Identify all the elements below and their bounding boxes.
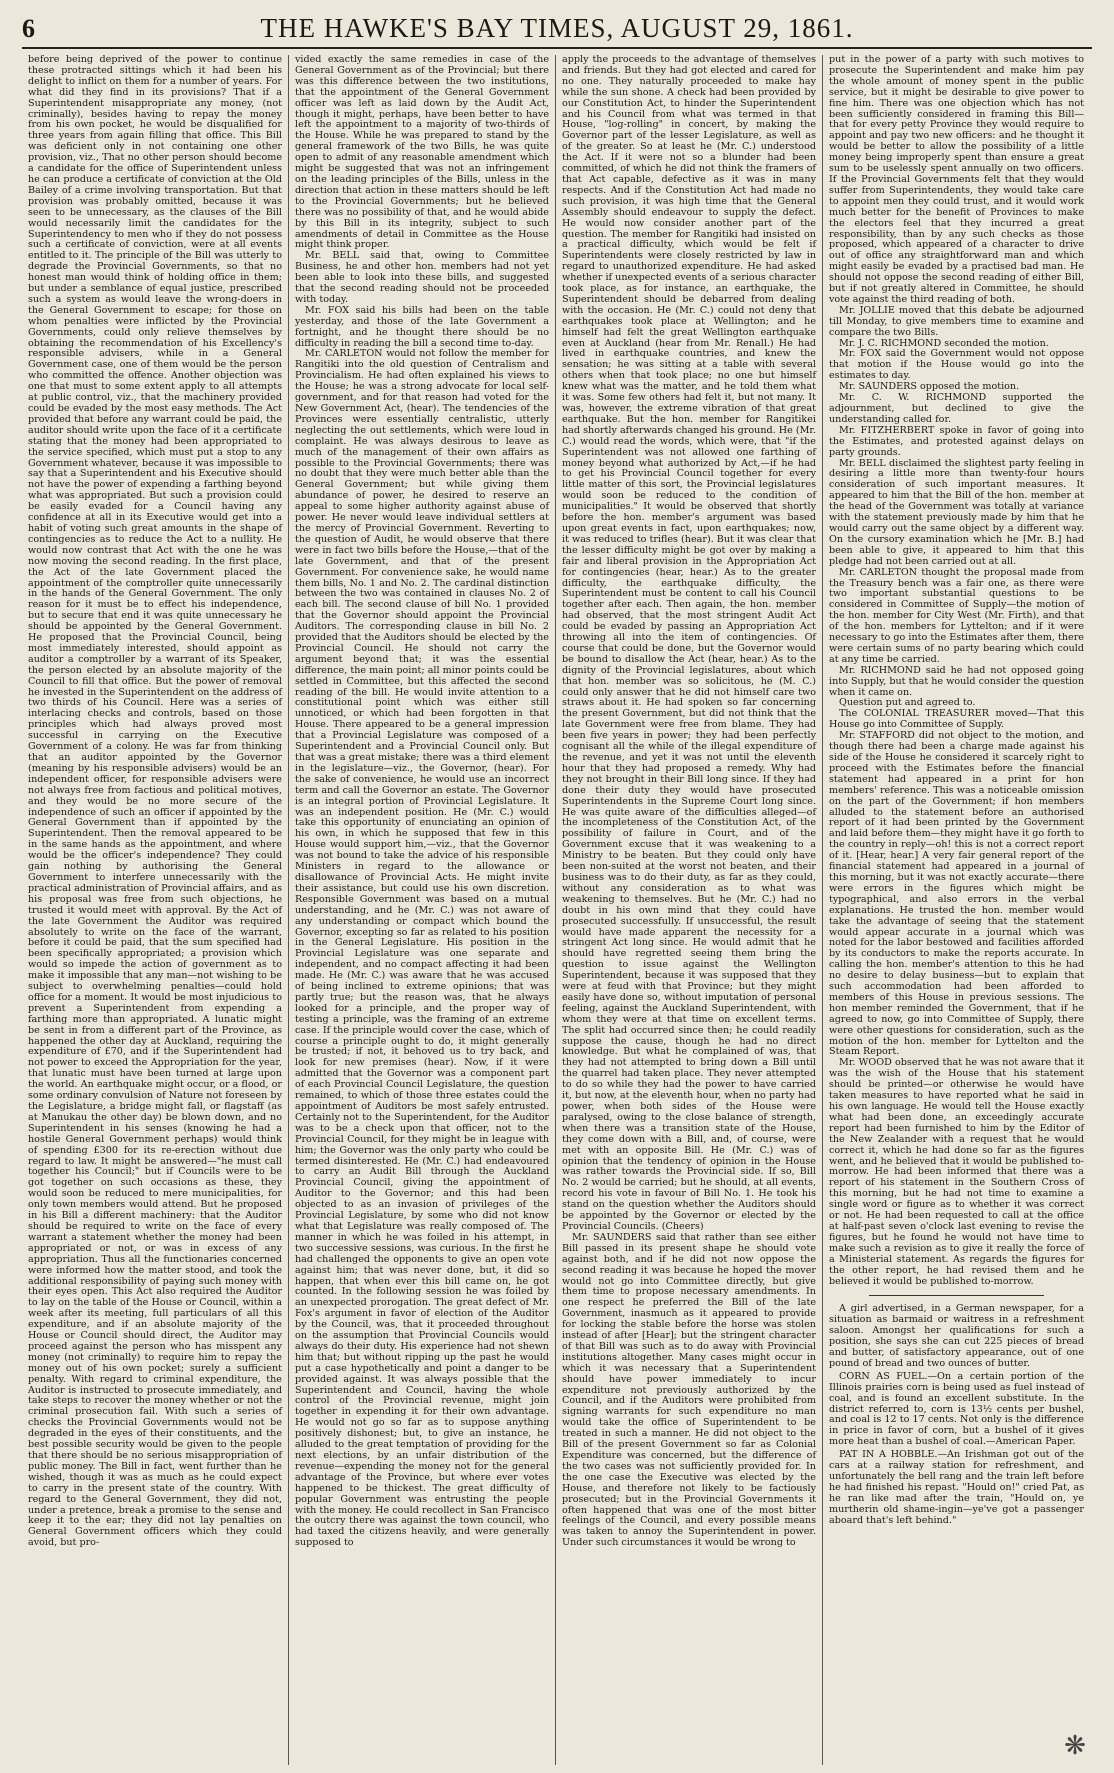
page-number: 6 [22, 14, 35, 43]
paragraph: Mr. JOLLIE moved that this debate be adjourned till Monday, to give members time to examine and compare the two Bills. [829, 304, 1084, 338]
column-4 [823, 55, 1090, 1765]
paragraph: Mr. SAUNDERS said that rather than see either Bill passed in its present shape he should vote against both, and if he did not now oppose the second reading it was because he hoped the mover would not go into Committee directly, but give them time to propose necessary amendments. In one respect he preferred the Bill of the late Government, inasmuch as it appeared to provide for locking the stable before the horse was stolen instead of after [Hear]; but the stringent character of that Bill was such as to do away with Provincial institutions altogether. Many cases might occur in which it was necessary that a Superintendent should have power immediately to incur expenditure not previously authorized by the Council, and if the Auditors were prohibited from signing warrants for such expenditure no man would take the office of Superintendent to be treated in such a manner. He did not object to the Bill of the present Government so far as Colonial Expenditure was concerned, but the difference of the two cases was not sufficiently provided for. In the one case the Executive was elected by the House, and therefore not likely to be factiously prosecuted; but in the Provincial Governments it often happened that was one of the most bitter feelings of the Council, and every possible means was taken to annoy the Superintendent in power. Under such circumstances it would be wrong to [562, 1231, 816, 1549]
note-paragraph: CORN AS FUEL.—On a certain portion of the Illinois prairies corn is being used as fuel instead of coal, and is found an excellent substitute. In the district referred to, corn is 13½ cents per bushel, and coal is 12 to 17 cents. Not only is the difference in price in favor of corn, but a bushel of it gives more heat than a bushel of coal.—American Paper. [829, 1370, 1084, 1448]
paragraph: Mr. FOX said the Government would not oppose that motion if the House would go into the estimates to day. [829, 348, 1084, 382]
column-divider-rule [869, 1295, 1044, 1296]
paragraph: Mr. BELL disclaimed the slightest party feeling in desiring a little more than twenty-four hours consideration of such important measures. It appeared to him that the Bill of the hon. member at the head of the Government was totally at variance with the statement previously made by him that he would carry out the same object by a different way. On the cursory examination which he [Mr. B.] had been able to give, it appeared to him that this pledge had not been carried out at all. [829, 457, 1084, 567]
paragraph: Mr. RICHMOND said he had not opposed going into Supply, but that he would consider the question when it came on. [829, 664, 1084, 698]
paragraph: Question put and agreed to. [839, 697, 976, 709]
column-1 [22, 55, 289, 1765]
paragraph: Mr. C. W. RICHMOND supported the adjournment, but declined to give the understanding called for. [829, 392, 1084, 425]
paragraph: Mr. FOX said his bills had been on the table yesterday, and those of the late Government a fortnight, and he thought there should be no difficulty in reading the bill a second time to-day. [295, 304, 549, 349]
paragraph: Mr. BELL said that, owing to Committee Business, he and other hon. members had not yet been able to look into these bills, and suggested that the second reading should not be proceeded with today. [295, 250, 549, 305]
paragraph: Mr. STAFFORD did not object to the motion, and though there had been a charge made against his side of the House he considered it scarcely right to proceed with the Estimates before the financial statement had appeared in a print for hon members' reference. This was a noticeable omission on the part of the Government; if hon members alluded to the statement before an authorised report of it had been printed by the Government and laid before them—they might have it go forth to the country in reply—oh! this is not a correct report of it. [Hear, hear.] A very fair general report of the financial statement had appeared in a journal of this morning, but it was not exactly accurate—there were errors in the figures which might be typographical, and also errors in the verbal explanations. He trusted the hon. member would take the advantage of seeing that the statement would appear accurate in a journal which was noted for the labor bestowed and facilities afforded by its conductors to make the reports accurate. In calling the hon. member's attention to this he had no desire to delay business—but to explain that such accommodation had been afforded to members of this House in previous sessions. The hon member reminded the Government, that if he agreed to now, go into Committee of Supply, there were other questions for consideration, such as the motion of the hon. member for Lyttelton and the Steam Report. [829, 730, 1084, 1058]
paragraph: vided exactly the same remedies in case of the General Government as of the Provincial; but there was this difference between the two institutions, that the appointment of the General Government officer was left as laid down by the Audit Act, though it might, perhaps, have been better to have left the appointment to a majority of two-thirds of the House. While he was prepared to stand by the general framework of the two Bills, he was quite open to admit of any reasonable amendment which might be suggested that was not an infringement on the leading principles of the Bills, unless in the direction that action in these matters should be left to the Provincial Governments; but he believed there was no possibility of that, and he would abide by this Bill in its integrity, subject to such amendments of detail in Committee as the House might think proper. [295, 55, 549, 251]
paragraph: Mr. CARLETON thought the proposal made from the Treasury bench was a fair one, as there were two important substantial questions to be considered in Committee of Supply—the motion of the hon. member for City West (Mr. Firth), and that of the hon. members for Lyttelton; and if it were necessary to go into the Estimates after them, there were certain sums of no party bearing which could at any time be carried. [829, 566, 1084, 665]
paragraph: Mr. CARLETON would not follow the member for Rangitiki into the old question of Centralism and Provincialism. He had often explained his views to the House; he was a strong advocate for local self-government, and for that reason had voted for the New Government Act, (hear). The tendencies of the Provinces were essentially centralistic, utterly neglecting the out settlements, which were loud in complaint. He was always desirous to leave as much of the management of their own affairs as possible to the Provincial Governments; there was no doubt that they were much better able than the General Government; but while giving them abundance of power, he desired to reserve an appeal to some higher authority against abuse of power. He never would leave individual settlers at the mercy of Provincial Government. Reverting to the question of Audit, he would observe that there were in fact two bills before the House,—that of the late Government, and that of the present Government. For convenience sake, he would name them bills, No. 1 and No. 2. The cardinal distinction between the two was contained in clauses No. 2 of each bill. The second clause of bill No. 1 provided that the Governor should appoint the Provincial Auditors. The corresponding clause in bill No. 2 provided that the Auditors should be elected by the Provincial Council. He should not carry the argument beyond that; it was the essential difference, the main point; all minor points could be settled in Committee, but this affected the second reading of the bill. He would invite attention to a constitutional point which was either still unnoticed, or which had been forgotten in that House. There appeared to be a general impression that a Provincial Legislature was composed of a Superintendent and a Provincial Council only. But that was a great mistake; there was a third element in the legislature—viz., the Governor, (hear). For the sake of convenience, he would use an incorrect term and call the Governor an estate. The Governor is an integral portion of Provincial Legislature. It was an independent position. He (Mr. C.) would take this opportunity of enunciating an opinion of his own, in which he supposed that few in this House would support him,—viz., that the Governor was not bound to take the advice of his responsible Ministers in regard to the allowance or disallowance of Provincial Acts. He might invite their assistance, but could use his own discretion. Responsible Government was based on a mutual understanding, and he (Mr. C.) was not aware of any understanding or compact which bound the Governor, excepting so far as related to his position in the General Legislature. His position in the Provincial Legislature was one separate and independent, and no compact affecting it had been made. He (Mr. C.) was aware that he was accused of being inclined to extreme opinions; that was partly true; but the reason was, that he always looked for a principle, and the proper way of testing a principle, was the framing of an extreme case. If the principle would cover the case, which of course a principle ought to do, it might generally be trusted; if not, it behoved us to try back, and look for new premises (hear). Now, if it were admitted that the Governor was a component part of each Provincial Council Legislature, the question remained, to which of those three estates could the appointment of Auditors be most safely entrusted. Certainly not to the Superintendent, for the Auditor was to be a check upon that officer, not to the Provincial Council, for they might be in league with him; the Governor was the only party who could be termed disinterested. He (Mr. C.) had endeavoured to carry an Audit Bill through the Auckland Provincial Council, giving the appointment of Auditor to the Governor; and this had been objected to as an invasion of privileges of the Provincial Legislature, by some who did not know what that Legislature was really composed of. The manner in which he was foiled in his attempt, in two successive sessions, was curious. In the first he had challenged the opponents to give an open vote against him; that was never done, but, it did so happen, that when ever this bill came on, he got counted. In the following session he was foiled by an unexpected prorogation. The great defect of Mr. Fox's argument in favor of election of the Auditor by the Council, was, that it proceeded throughout on the assumption that Provincial Councils would always do their duty. His experience had not shewn him that; but without ripping up the past he would put a case hypothetically and point a danger to be provided against. It was always possible that the Superintendent and Council, having the whole control of the Provincial revenue, might join together in expending it for their own advantage. He would not go so far as to suppose anything positively dishonest; but, to give an instance, he alluded to the great temptation of providing for the next elections, by an unfair distribution of the revenue—expending the money not for the general advantage of the Province, but where ever votes happened to be thickest. The great difficulty of popular Government was entrusting the people with the money. He could recollect in San Francisco the outcry there was against the town council, who had taxed the citizens heavily, and were generally supposed to [295, 348, 549, 1549]
short-notes [829, 1304, 1084, 1526]
paragraph: Mr. J. C. RICHMOND seconded the motion. [839, 337, 1049, 349]
paragraph: put in the power of a party with such motives to prosecute the Superintendent and make him pay the whole amount of money spent in the public service, but it might be desirable to give power to fine him. There was one objection which has not been sufficiently considered in framing this Bill—that for every petty Province they would require to appoint and pay two new officers: and he thought it would be better to allow the possibility of a little money being improperly spent than ensure a great sum to be uselessly spent annually on two officers. If the Provincial Governments felt that they would suffer from Superintendents, they would take care to appoint men they could trust, and it would work much better for the benefit of Provinces to make the electors feel that they incurred a great responsibility, than by any such checks as those proposed, which appeared of a character to drive out of office any straightforward man and which might easily be evaded by a practised bad man. He should not oppose the second reading of either Bill, but if not greatly altered in Committee, he should vote against the third reading of both. [829, 55, 1084, 305]
paragraph: Mr. WOOD observed that he was not aware that it was the wish of the House that his statement should be printed—or otherwise he would have taken measures to have reported what he said in his own language. He would tell the House exactly what had been done, an exceedingly accurate report had been furnished to him by the Editor of the New Zealander with a request that he would correct it, which he had done so far as the figures went, and he believed that it would be published to-morrow. He had been informed that there was a report of his statement in the Southern Cross of this morning, but he had not time to examine a single word or figure as to whether it was correct or not. He had been requested to call at the office at half-past seven o'clock last evening to revise the figures, but he found he would not have time to make such a revision as to give it really the force of a Ministerial statement. As regards the figures for the other report, he had revised them and he believed it would be published to-morrow. [829, 1057, 1084, 1287]
paragraph: The COLONIAL TREASURER moved—That this House go into Committee of Supply. [829, 708, 1084, 731]
note-paragraph: A girl advertised, in a German newspaper, for a situation as barmaid or waitress in a refreshment saloon. Amongst her qualifications for such a position, she says she can cut 225 pieces of bread and butter, of satisfactory appearance, out of one pound of bread and two ounces of butter. [829, 1303, 1084, 1369]
library-stamp-icon: ❋ [1064, 1731, 1086, 1761]
masthead [22, 8, 1092, 49]
paragraph: apply the proceeds to the advantage of themselves and friends. But they had got elected and cared for no one. They naturally proceeded to make hay while the sun shone. A check had been provided by our Constitution Act, to hinder the Superintendent and his Council from what was termed in that House, "log-rolling" in concert, by making the Governor part of the lesser Legislature, as well as of the greater. So at least he (Mr. C.) understood the Act. If it were not so a blunder had been committed, of which he did not think the framers of that Act capable, defective as it was in many respects. And if the Constitution Act had made no such provision, it was high time that the General Assembly should endeavour to supply the defect. He would now consider another part of the question. The member for Rangitiki had insisted on a practical difficulty, which would be felt if Superintendents were closely restricted by law in regard to unauthorized expenditure. He had asked whether if unexpected events of a serious character took place, as for instance, an earthquake, the Superintendent should be debarred from dealing with the occasion. He (Mr. C.) could not deny that earthquakes took place at Wellington; and he himself had felt the great Wellington earthquake even at Auckland (hear from Mr. Renall.) He had lived in earthquake countries, and knew the sensation; he was sitting at a table with several others when that took place; no one but himself knew what was the matter, and he told them what it was. Some few others had felt it, but not many. It was, however, the extreme vibration of that great earthquake. But the hon. member for Rangitikei had shortly afterwards changed his ground. He (Mr. C.) would read the words, which were, that "if the Superintendent was not allowed one farthing of money beyond what authorized by Act,—if he had to get his Provincial Council together for every little matter of this sort, the Provincial legislatures would soon be reduced to the condition of municipalities." It would be observed that shortly before the hon. member's argument was based upon great events in fact, upon earthquakes; now, it was reduced to trifles (hear). But it was clear that the lesser difficulty might be got over by making a fair and liberal provision in the Appropriation Act for contingencies (hear, hear.) As to the greater difficulty, the earthquake difficulty, the Superintendent must be content to call his Council together after each. Then again, the hon. member had observed, that the most stringent Audit Act could be evaded by passing an Appropriation Act throwing all into the item of contingencies. Of course that could be done, but the Governor would be bound to disallow the Act (hear, hear.) As to the dignity of the Provincial legislatures, about which that hon. member was so solicitous, he (M. C.) could only answer that he did not himself care two straws about it. He had spoken so far concerning the present Government, but did not think that the late Government were free from blame. They had been five years in power; they had been perfectly cognisant all the while of the illegal expenditure of the revenue, and yet it was not until the eleventh hour that they had proposed a remedy. Why had they not brought in their Bill long since. If they had done their duty they would have prosecuted Superintendents in the Supreme Court long since. He was quite aware of the difficulties alleged—of the incompleteness of the Constitution Act, of the possibility of failure in Court, and of the Government excuse that it was weakening to a Ministry to be beaten. But they could only have been non-suited at the worst not beaten, and their business was to do their duty, as far as they could, without any consideration as to what was weakening to themselves. But he (Mr. C.) had no doubt in his own mind that they could have prosecuted successfully. If unsuccessful, the result would have made apparent the necessity for a stringent Act long since. He would admit that he should have regretted seeing them bring the question to issue against the Wellington Superintendent, because it was supposed that they were at feud with that Province; but they might easily have done so, without imputation of personal feeling, against the Auckland Superintendent, with whom they were at that time on excellent terms. The split had occurred since then; he could readily suppose the cause, though he had no direct knowledge. But what he complained of was, that they had not attempted to bring down a Bill until the quarrel had taken place. They never attempted to do so while they had the power to have carried it, but now, at the eleventh hour, when no party had power, when both sides of the House were paralysed, owing to the close balance of strength, when there was a transition state of the House, they come down with a Bill, and, of course, were met with an opposite Bill. He (Mr. C.) was of opinion that the tendency of opinion in the House was rather towards the Provincial side. If so, Bill No. 2 would be carried; but he should, at all events, record his vote in favour of Bill No. 1. He took his stand on the question whether the Auditors should be appointed by the Governor or elected by the Provincial Councils. (Cheers) [562, 55, 816, 1232]
paragraph: Mr. FITZHERBERT spoke in favor of going into the Estimates, and protested against delays on party grounds. [829, 424, 1084, 458]
column-3 [556, 55, 823, 1765]
note-paragraph: PAT IN A HOBBLE.—An Irishman got out of the cars at a railway station for refreshment, and unfortunately the bell rang and the train left before he had finished his repast. "Hould on!" cried Pat, as he ran like mad after the train, "Hould on, ye murtherin old shame-ingin—ye've got a passenger aboard that's left behind." [829, 1449, 1084, 1526]
paragraph: Mr. SAUNDERS opposed the motion. [839, 381, 1020, 393]
columns [22, 55, 1092, 1765]
paragraph: before being deprived of the power to continue these protracted sittings which it had been his delight to inflict on them for a number of years. For what did they find in its provisions? That if a Superintendent misappropriate any money, (not criminally), besides having to repay the money from his own pocket, he would be disqualified for three years from again filling that office. This Bill was deficient only in not containing one other provision, viz., That no other person should become a candidate for the office of Superintendent unless he can produce a certificate of conviction at the Old Bailey of a crime involving transportation. But that provision was probably omitted, because it was seen to be unnecessary, as the clauses of the Bill would necessarily limit the candidates for the Superintendency to men who if they do not possess such a certificate of conviction, were at all events entitled to it. The principle of the Bill was utterly to degrade the Provincial Governments, so that no honest man would think of holding office in them; but under a semblance of equal justice, prescribed such a system as would leave the wrong-doers in the General Government to escape; for those on whom penalties were inflicted by the Provincial Governments, could only relieve themselves by obtaining the recommendation of his Excellency's responsible advisers, while in a General Government case, one of them would be the person who committed the offence. Another objection was one that must to some extent apply to all attempts at public control, viz., that the machinery provided could be evaded by the most easy methods. The Act provided that before any warrant could be paid, the auditor should write upon the face of it a certificate stating that the money had been appropriated to the service specified, which must put a stop to any Government whatever, because it was impossible to say that a Superintendent and his Executive should not have the power of expending a farthing beyond what was appropriated. But such a provision could be easily evaded for a Council having any confidence at all in its Executive would get into a habit of voting such great amounts in the shape of contingencies as to reduce the Act to a nullity. He would now contrast that Act with the one he was now moving the second reading. In the first place, the Act of the late Government placed the appointment of the comptroller quite unnecessarily in the hands of the General Government. The only reason for it must be to effect his independence, but to secure that end it was quite unnecessary he should be appointed by the General Government. He proposed that the Provincial Council, being most immediately interested, should appoint as auditor a comptroller by a warrant of its Speaker, the person elected by an absolute majority of the Council to fill that office. But the power of removal he invested in the Superintendent on the address of two thirds of his Council. Here was a series of interlacing checks and controls, based on those principles which had always proved most successful in carrying on the Executive Government of a colony. He was far from thinking that an auditor appointed by the Governor (meaning by his responsible advisers) would be an independent officer, for responsible advisers were not always free from factious and political motives, and they would be no more secure of the independence of such an officer if appointed by the General Government than if appointed by the Superintendent. Then the removal appeared to be in the same hands as the appointment, and where would be the officer's independence? They could gain nothing by authorising the General Government to interfere unnecessarily with the practical administration of Provincial affairs, and as his proposal was free from such objections, he trusted it would meet with approval. By the Act of the late Government the Auditor was required absolutely to write on the face of the warrant, before it could be paid, that the sum specified had been specifically appropriated; a provision which would so impede the action of government as to make it impossible that any man—not wishing to be subject to overwhelming penalties—could hold office for a moment. It would be most injudicious to prevent a Superintendent from expending a farthing more than appropriated. A lunatic might be sent in from a different part of the Province, as happened the other day at Auckland, requiring the expenditure of £70, and if the Superintendent had not power to exceed the Appropriation for the year, that lunatic must have been turned at large upon the world. An earthquake might occur, or a flood, or some ordinary convulsion of Nature not foreseen by the Legislature, a bridge might fall, or flagstaff (as at Manukau the other day) be blown down, and no Superintendent in his senses (knowing he had a hostile General Government perhaps) would think of spending £300 for its re-erection without due regard to law. It might be answered—"he must call together his Council;" but if Councils were to be got together on such occasions as these, they would soon be reduced to mere municipalities, for only town members would attend. But he proposed in his Bill a different machinery: that the Auditor should be required to write on the face of every warrant a statement whether the money had been appropriated or not, or was in excess of any appropriation. Thus all the functionaries concerned were informed how the matter stood, and took the additional responsibility of paying such money with their eyes open. This Act also required the Auditor to lay on the table of the House or Council, within a week after its meeting, full particulars of all this expenditure, and if an absolute majority of the House or Council should direct, the Auditor may proceed against the person who has misspent any money (not criminally) to require him to repay the money out of his own pocket; surely a sufficient penalty. With regard to criminal expenditure, the Auditor is instructed to prosecute immediately, and take steps to recover the money whether or not the criminal prosecution fail. With such a series of checks the Provincial Governments would not be degraded in the eyes of their constituents, and the best possible security would be given to the people that there should be no serious misappropriation of public money. The Bill in fact, went further than he wished, though it was as much as he could expect to carry in the present state of the country. With regard to the General Government, they did not, under a pretence, break a promise to the sense and keep it to the ear; they did not lay penalties on General Government officers which they could avoid, but pro- [28, 55, 282, 1549]
paper-title: THE HAWKE'S BAY TIMES, AUGUST 29, 1861. [260, 13, 854, 43]
column-2 [289, 55, 556, 1765]
